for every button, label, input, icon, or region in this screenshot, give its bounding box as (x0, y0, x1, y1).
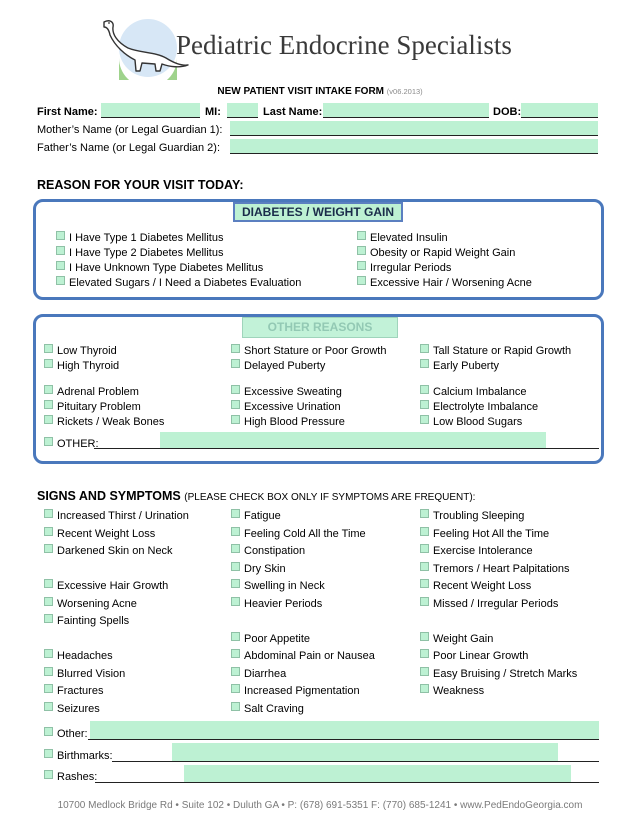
other-reason-item[interactable] (44, 437, 99, 451)
symptom-item[interactable] (44, 544, 173, 558)
note-text: PLEASE CHECK BOX ONLY IF SYMPTOMS ARE FREQUENT (187, 492, 470, 503)
father-name-label: Father’s Name (or Legal Guardian 2): (37, 142, 221, 154)
symptom-label: Fractures (57, 685, 104, 697)
symptom-label: Abdominal Pain or Nausea (244, 650, 375, 662)
symptom-label: Diarrhea (244, 668, 287, 680)
symptom-item[interactable] (44, 649, 113, 663)
diabetes-reason-label: Excessive Hair / Worsening Acne (370, 277, 532, 289)
other-reason-label: Delayed Puberty (244, 360, 326, 372)
other-reason-item[interactable] (44, 400, 141, 414)
checkbox[interactable] (420, 527, 429, 536)
other-reason-field[interactable] (160, 432, 546, 448)
symptom-label: Fatigue (244, 510, 281, 522)
paren-close: ): (469, 492, 476, 503)
checkbox[interactable] (420, 544, 429, 553)
other-reason-item[interactable] (44, 385, 139, 399)
diabetes-reason-label: I Have Type 2 Diabetes Mellitus (69, 247, 224, 259)
symptom-label: Headaches (57, 650, 113, 662)
symptom-label: Salt Craving (244, 703, 304, 715)
mother-name-label: Mother’s Name (or Legal Guardian 1): (37, 124, 223, 136)
checkbox[interactable] (420, 597, 429, 606)
checkbox[interactable] (231, 527, 240, 536)
checkbox[interactable] (44, 527, 53, 536)
birthmarks-label: Birthmarks: (57, 750, 113, 762)
symptom-item[interactable] (44, 597, 137, 611)
diabetes-reason-item[interactable] (357, 246, 515, 260)
other-reason-label: Low Blood Sugars (433, 416, 523, 428)
checkbox[interactable] (44, 770, 53, 779)
symptom-item[interactable] (231, 509, 281, 523)
checkbox[interactable] (44, 344, 53, 353)
symptom-label: Poor Linear Growth (433, 650, 529, 662)
signs-title-text: SIGNS AND SYMPTOMS (37, 489, 181, 503)
form-version: (v06.2013) (386, 87, 423, 96)
other-reason-item[interactable] (420, 400, 538, 414)
checkbox[interactable] (44, 667, 53, 676)
other-reason-label: Excessive Urination (244, 401, 341, 413)
signs-section-title (37, 489, 475, 503)
other-reason-label: Short Stature or Poor Growth (244, 345, 387, 357)
checkbox[interactable] (231, 344, 240, 353)
symptom-label: Heavier Periods (244, 598, 323, 610)
checkbox[interactable] (231, 597, 240, 606)
symptom-item[interactable] (420, 597, 558, 611)
signs-title-note (184, 492, 475, 503)
other-reason-item[interactable] (231, 385, 342, 399)
symptom-item[interactable] (44, 684, 103, 698)
symptom-label: Dry Skin (244, 563, 286, 575)
last-name-label: Last Name: (263, 106, 323, 118)
symptom-label: Recent Weight Loss (57, 528, 156, 540)
checkbox[interactable] (231, 684, 240, 693)
symptom-other-item[interactable] (44, 727, 88, 741)
symptom-item[interactable] (44, 579, 168, 593)
other-reason-item[interactable] (420, 359, 499, 373)
other-reason-item[interactable] (44, 344, 117, 358)
other-reason-label: OTHER: (57, 438, 99, 450)
checkbox[interactable] (420, 359, 429, 368)
diabetes-reason-label: Irregular Periods (370, 262, 452, 274)
other-reason-item[interactable] (420, 344, 571, 358)
symptom-label: Increased Thirst / Urination (57, 510, 189, 522)
checkbox[interactable] (357, 231, 366, 240)
symptom-item[interactable] (44, 614, 129, 628)
checkbox[interactable] (231, 649, 240, 658)
symptom-item[interactable] (420, 527, 549, 541)
symptom-label: Tremors / Heart Palpitations (433, 563, 570, 575)
symptom-label: Excessive Hair Growth (57, 580, 169, 592)
checkbox[interactable] (420, 385, 429, 394)
checkbox[interactable] (231, 667, 240, 676)
checkbox[interactable] (420, 415, 429, 424)
rashes-underline (95, 782, 599, 783)
symptom-label: Constipation (244, 545, 306, 557)
symptom-item[interactable] (44, 527, 155, 541)
symptom-item[interactable] (231, 597, 322, 611)
checkbox[interactable] (44, 702, 53, 711)
symptom-item[interactable] (420, 649, 528, 663)
symptom-label: Worsening Acne (57, 598, 137, 610)
symptom-label: Fainting Spells (57, 615, 130, 627)
symptom-item[interactable] (420, 562, 570, 576)
rashes-field[interactable] (184, 765, 571, 782)
checkbox[interactable] (420, 667, 429, 676)
checkbox[interactable] (44, 749, 53, 758)
other-reason-label: Adrenal Problem (57, 386, 139, 398)
diabetes-reason-item[interactable] (56, 261, 263, 275)
birthmarks-item[interactable] (44, 749, 113, 763)
dob-field[interactable] (521, 103, 598, 118)
other-reason-label: Electrolyte Imbalance (433, 401, 539, 413)
checkbox[interactable] (357, 261, 366, 270)
other-reason-item[interactable] (44, 359, 119, 373)
other-reasons-box-title: OTHER REASONS (242, 317, 398, 338)
other-reason-label: High Blood Pressure (244, 416, 345, 428)
diabetes-reason-item[interactable] (357, 276, 532, 290)
birthmarks-underline (112, 761, 599, 762)
diabetes-reason-item[interactable] (56, 276, 301, 290)
checkbox[interactable] (420, 400, 429, 409)
symptom-label: Easy Bruising / Stretch Marks (433, 668, 578, 680)
checkbox[interactable] (44, 684, 53, 693)
diabetes-reason-item[interactable] (56, 246, 223, 260)
symptom-label: Seizures (57, 703, 100, 715)
checkbox[interactable] (44, 400, 53, 409)
checkbox[interactable] (44, 415, 53, 424)
symptom-item[interactable] (420, 667, 577, 681)
other-reason-label: Rickets / Weak Bones (57, 416, 165, 428)
symptom-other-label: Other: (57, 728, 88, 740)
symptom-label: Recent Weight Loss (433, 580, 532, 592)
symptom-item[interactable] (231, 667, 286, 681)
symptom-other-underline (88, 739, 599, 740)
other-reason-item[interactable] (231, 344, 386, 358)
checkbox[interactable] (420, 632, 429, 641)
symptom-label: Blurred Vision (57, 668, 126, 680)
symptom-label: Weight Gain (433, 633, 494, 645)
symptom-item[interactable] (44, 509, 189, 523)
form-title (0, 86, 640, 97)
checkbox[interactable] (231, 509, 240, 518)
symptom-item[interactable] (231, 562, 286, 576)
form-title-text: NEW PATIENT VISIT INTAKE FORM (217, 86, 385, 97)
checkbox[interactable] (56, 276, 65, 285)
other-reason-underline (94, 448, 599, 449)
symptom-label: Exercise Intolerance (433, 545, 533, 557)
checkbox[interactable] (420, 344, 429, 353)
symptom-label: Increased Pigmentation (244, 685, 360, 697)
symptom-label: Troubling Sleeping (433, 510, 525, 522)
first-name-label: First Name: (37, 106, 98, 118)
birthmarks-field[interactable] (172, 743, 558, 761)
other-reason-item[interactable] (231, 415, 345, 429)
other-reason-label: Excessive Sweating (244, 386, 342, 398)
symptom-item[interactable] (231, 702, 304, 716)
checkbox[interactable] (56, 231, 65, 240)
checkbox[interactable] (44, 614, 53, 623)
checkbox[interactable] (44, 509, 53, 518)
symptom-other-field[interactable] (90, 721, 599, 739)
checkbox[interactable] (420, 579, 429, 588)
footer-contact: 10700 Medlock Bridge Rd • Suite 102 • Duluth GA • P: (678) 691-5351 F: (770) 685-1241 • www.PedEndoGeorgia.com (57, 800, 583, 811)
checkbox[interactable] (231, 544, 240, 553)
checkbox[interactable] (44, 649, 53, 658)
checkbox[interactable] (56, 261, 65, 270)
symptom-label: Poor Appetite (244, 633, 311, 645)
checkbox[interactable] (231, 632, 240, 641)
checkbox[interactable] (357, 276, 366, 285)
other-reason-label: Calcium Imbalance (433, 386, 527, 398)
checkbox[interactable] (420, 562, 429, 571)
diabetes-reason-label: Obesity or Rapid Weight Gain (370, 247, 516, 259)
diabetes-box-title: DIABETES / WEIGHT GAIN (233, 202, 403, 222)
checkbox[interactable] (44, 579, 53, 588)
rashes-label: Rashes: (57, 771, 98, 783)
mother-name-field[interactable] (230, 121, 598, 136)
symptom-item[interactable] (231, 684, 360, 698)
checkbox[interactable] (231, 359, 240, 368)
other-reason-item[interactable] (231, 359, 325, 373)
symptom-label: Weakness (433, 685, 485, 697)
other-reason-item[interactable] (420, 385, 527, 399)
symptom-item[interactable] (420, 632, 493, 646)
checkbox[interactable] (420, 649, 429, 658)
symptom-item[interactable] (44, 702, 100, 716)
diabetes-reason-item[interactable] (56, 231, 223, 245)
other-reason-label: Early Puberty (433, 360, 500, 372)
symptom-label: Darkened Skin on Neck (57, 545, 173, 557)
checkbox[interactable] (44, 544, 53, 553)
first-name-field[interactable] (101, 103, 200, 118)
diabetes-reason-label: Elevated Sugars / I Need a Diabetes Evaluation (69, 277, 302, 289)
checkbox[interactable] (231, 385, 240, 394)
paren-open: ( (184, 492, 188, 503)
checkbox[interactable] (44, 727, 53, 736)
checkbox[interactable] (231, 702, 240, 711)
diabetes-reason-label: I Have Type 1 Diabetes Mellitus (69, 232, 224, 244)
symptom-item[interactable] (231, 632, 310, 646)
checkbox[interactable] (231, 400, 240, 409)
checkbox[interactable] (420, 509, 429, 518)
mi-label: MI: (205, 106, 221, 118)
last-name-field[interactable] (323, 103, 489, 118)
symptom-label: Missed / Irregular Periods (433, 598, 559, 610)
clinic-name: Pediatric Endocrine Specialists (176, 30, 512, 60)
symptom-label: Swelling in Neck (244, 580, 325, 592)
other-reason-label: Tall Stature or Rapid Growth (433, 345, 572, 357)
checkbox[interactable] (56, 246, 65, 255)
checkbox[interactable] (44, 385, 53, 394)
checkbox[interactable] (357, 246, 366, 255)
other-reason-item[interactable] (44, 415, 164, 429)
other-reason-item[interactable] (420, 415, 522, 429)
symptom-item[interactable] (420, 579, 531, 593)
mi-field[interactable] (227, 103, 258, 118)
symptom-item[interactable] (231, 527, 366, 541)
reason-section-title: REASON FOR YOUR VISIT TODAY: (37, 178, 244, 192)
other-reason-item[interactable] (231, 400, 341, 414)
father-name-field[interactable] (230, 139, 598, 154)
symptom-item[interactable] (420, 684, 484, 698)
other-reason-label: Pituitary Problem (57, 401, 141, 413)
other-reason-label: Low Thyroid (57, 345, 117, 357)
checkbox[interactable] (231, 415, 240, 424)
diabetes-reason-label: Elevated Insulin (370, 232, 448, 244)
symptom-label: Feeling Hot All the Time (433, 528, 550, 540)
checkbox[interactable] (420, 684, 429, 693)
diabetes-reason-item[interactable] (357, 261, 451, 275)
symptom-item[interactable] (44, 667, 125, 681)
checkbox[interactable] (44, 437, 53, 446)
checkbox[interactable] (231, 579, 240, 588)
checkbox[interactable] (44, 597, 53, 606)
other-reason-label: High Thyroid (57, 360, 120, 372)
symptom-label: Feeling Cold All the Time (244, 528, 366, 540)
diabetes-reason-label: I Have Unknown Type Diabetes Mellitus (69, 262, 264, 274)
checkbox[interactable] (231, 562, 240, 571)
symptom-item[interactable] (231, 649, 375, 663)
rashes-item[interactable] (44, 770, 97, 784)
symptom-item[interactable] (420, 544, 533, 558)
symptom-item[interactable] (231, 579, 325, 593)
symptom-item[interactable] (420, 509, 524, 523)
checkbox[interactable] (44, 359, 53, 368)
dob-label: DOB: (493, 106, 522, 118)
diabetes-reason-item[interactable] (357, 231, 448, 245)
symptom-item[interactable] (231, 544, 305, 558)
